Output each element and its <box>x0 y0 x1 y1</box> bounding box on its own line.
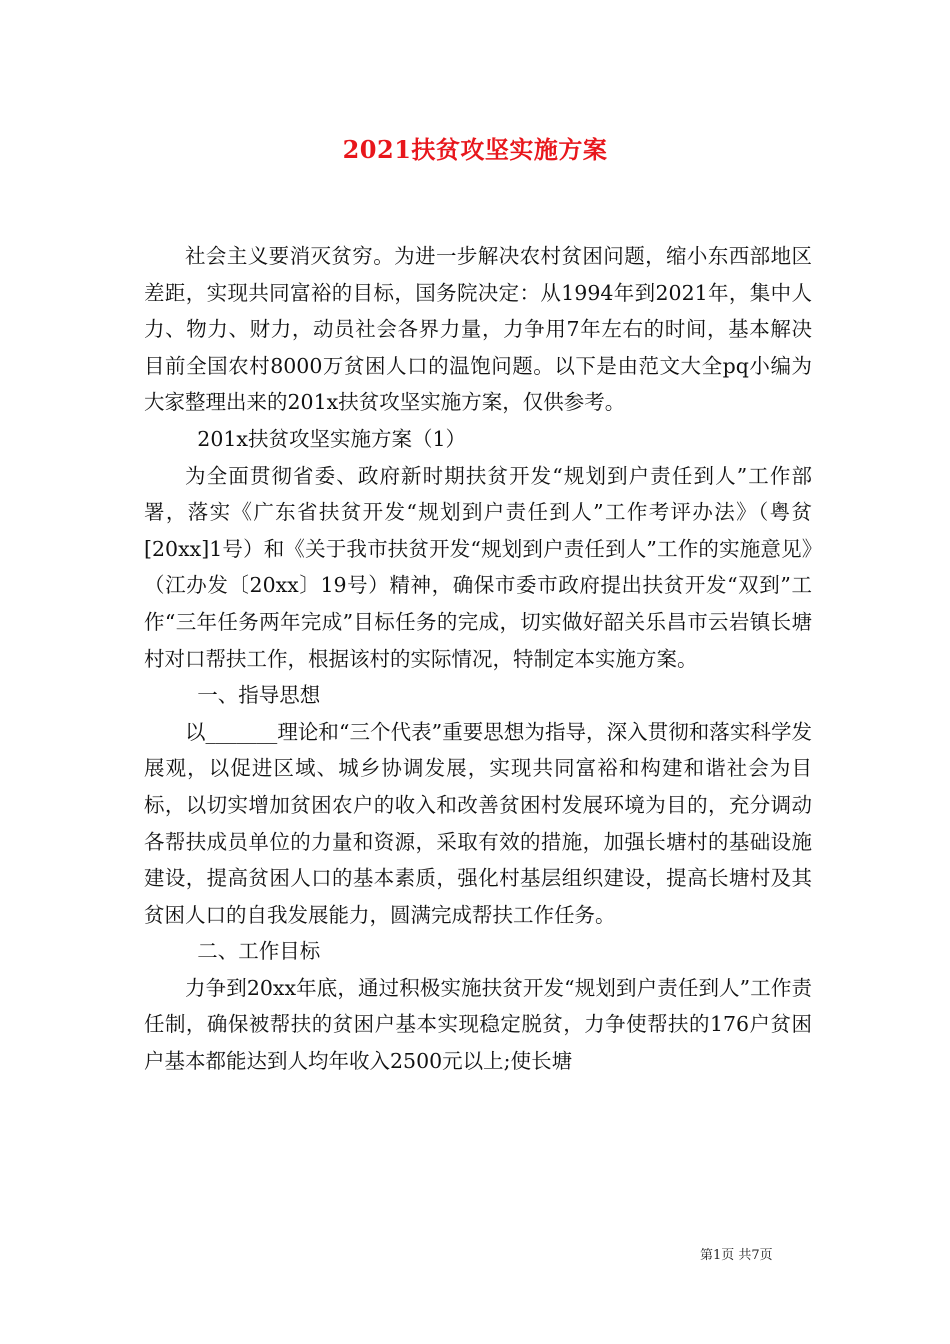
document-title: 2021扶贫攻坚实施方案 <box>342 135 608 164</box>
page-number-footer: 第1页 共7页 <box>700 1248 773 1263</box>
purpose-paragraph: 为全面贯彻省委、政府新时期扶贫开发“规划到户责任到人”工作部署，落实《广东省扶贫开发“规划到户责任到人”工作考评办法》（粤贫[20xx]1号）和《关于我市扶贫开发“规划到户责任到人”工作的实施意见》（江办发〔20xx〕19号）精神，确保市委市政府提出扶贫开发“双到”工作“三年任务两年完成”目标任务的完成，切实做好韶关乐昌市云岩镇长塘村对口帮扶工作，根据该村的实际情况，特制定本实施方案。 <box>144 463 812 671</box>
section-heading-work-goals: 二、工作目标 <box>197 939 321 964</box>
work-goals-paragraph: 力争到20xx年底，通过积极实施扶贫开发“规划到户责任到人”工作责任制，确保被帮扶的贫困户基本实现稳定脱贫，力争使帮扶的176户贫困户基本都能达到人均年收入2500元以上;使长塘 <box>144 975 812 1074</box>
section-heading-plan-1: 201x扶贫攻坚实施方案（1） <box>197 426 467 451</box>
document-body <box>144 238 812 1080</box>
intro-paragraph: 社会主义要消灭贫穷。为进一步解决农村贫困问题，缩小东西部地区差距，实现共同富裕的目标，国务院决定：从1994年到2021年，集中人力、物力、财力，动员社会各界力量，力争用7年左右的时间，基本解决目前全国农村8000万贫困人口的温饱问题。以下是由范文大全pq小编为大家整理出来的201x扶贫攻坚实施方案，仅供参考。 <box>144 244 812 415</box>
section-heading-guiding-ideology: 一、指导思想 <box>197 683 321 708</box>
guiding-ideology-paragraph: 以_______理论和“三个代表”重要思想为指导，深入贯彻和落实科学发展观，以促进区域、城乡协调发展，实现共同富裕和构建和谐社会为目标，以切实增加贫困农户的收入和改善贫困村发展环境为目的，充分调动各帮扶成员单位的力量和资源，采取有效的措施，加强长塘村的基础设施建设，提高贫困人口的基本素质，强化村基层组织建设，提高长塘村及其贫困人口的自我发展能力，圆满完成帮扶工作任务。 <box>144 719 812 927</box>
